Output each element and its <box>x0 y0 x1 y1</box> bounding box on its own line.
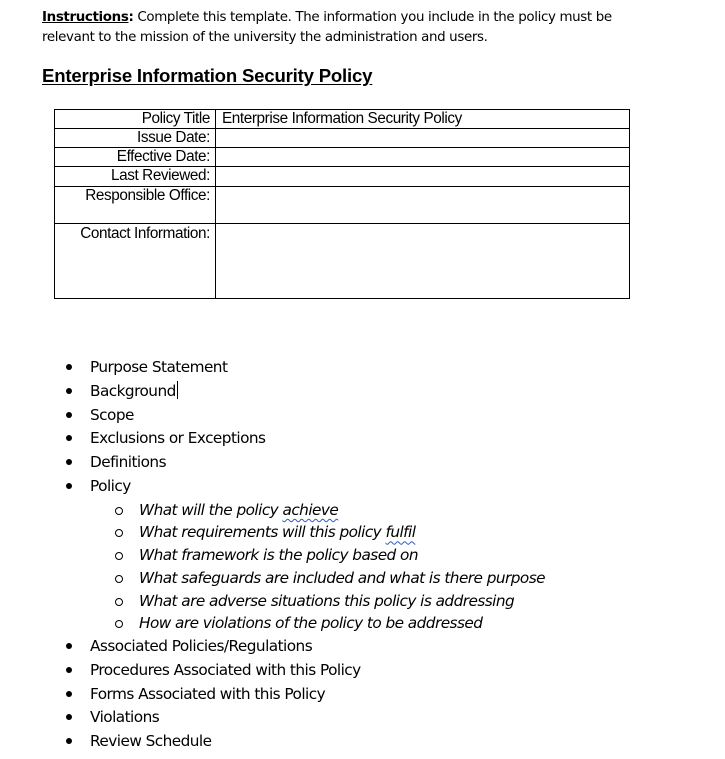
sub-item-text: What requirements will this policy <box>139 523 386 542</box>
instructions-label: Instructions <box>42 10 129 25</box>
last-reviewed-value[interactable] <box>216 167 630 187</box>
list-item-label: Procedures Associated with this Policy <box>90 660 361 679</box>
issue-date-value[interactable] <box>216 129 630 148</box>
list-item-label: Review Schedule <box>90 732 212 751</box>
bullet-icon <box>66 412 72 418</box>
list-item-label: Background <box>90 381 176 400</box>
list-item-label: Policy <box>90 476 131 495</box>
policy-outline-list <box>0 356 545 754</box>
list-item-background[interactable] <box>0 380 545 404</box>
table-row-policy-title <box>55 110 630 129</box>
effective-date-value[interactable] <box>216 148 630 167</box>
list-item-forms[interactable] <box>0 683 545 707</box>
table-row-last-reviewed <box>55 167 630 187</box>
spelling-flagged-word[interactable]: achieve <box>282 500 339 519</box>
bullet-icon <box>66 435 72 441</box>
bullet-icon <box>66 483 72 489</box>
sub-item-adverse-situations[interactable] <box>0 590 545 613</box>
table-row-issue-date <box>55 129 630 148</box>
hollow-bullet-icon <box>115 552 123 560</box>
bullet-icon <box>66 691 72 697</box>
hollow-bullet-icon <box>115 575 123 583</box>
list-item-label: Scope <box>90 405 134 424</box>
text-cursor <box>177 381 178 399</box>
list-item-policy[interactable] <box>0 475 545 499</box>
list-item-label: Exclusions or Exceptions <box>90 429 266 448</box>
list-item-label: Violations <box>90 708 160 727</box>
list-item-label: Purpose Statement <box>90 358 228 376</box>
instructions-text: Complete this template. The information you include in the policy must be relevant to the mission of the university the administration and users. <box>42 10 612 45</box>
instructions-colon: : <box>128 10 134 25</box>
list-item-label: Associated Policies/Regulations <box>90 636 313 655</box>
instructions-paragraph[interactable] <box>42 8 642 47</box>
responsible-office-label: Responsible Office: <box>55 187 216 224</box>
sub-item-text: What will the policy <box>139 500 283 519</box>
list-item-label: Definitions <box>90 453 166 472</box>
list-item-associated-policies[interactable] <box>0 635 545 659</box>
list-item-purpose-statement[interactable] <box>0 356 545 380</box>
policy-title-label: Policy Title <box>55 110 216 129</box>
list-item-label: Forms Associated with this Policy <box>90 684 326 703</box>
issue-date-label: Issue Date: <box>55 129 216 148</box>
bullet-icon <box>66 364 72 370</box>
sub-item-text: How are violations of the policy to be addressed <box>139 614 483 633</box>
hollow-bullet-icon <box>115 507 123 515</box>
hollow-bullet-icon <box>115 529 123 537</box>
sub-item-text: What safeguards are included and what is there purpose <box>139 568 546 587</box>
list-item-violations[interactable] <box>0 706 545 730</box>
sub-item-safeguards[interactable] <box>0 567 545 590</box>
table-row-responsible-office <box>55 187 630 224</box>
responsible-office-value[interactable] <box>216 187 630 224</box>
bullet-icon <box>66 643 72 649</box>
bullet-icon <box>66 714 72 720</box>
sub-item-policy-achieve[interactable] <box>0 499 545 522</box>
contact-information-label: Contact Information: <box>55 224 216 299</box>
hollow-bullet-icon <box>115 598 123 606</box>
contact-information-value[interactable] <box>216 224 630 299</box>
list-item-scope[interactable] <box>0 404 545 428</box>
effective-date-label: Effective Date: <box>55 148 216 167</box>
bullet-icon <box>66 388 72 394</box>
list-item-review-schedule[interactable] <box>0 730 545 754</box>
policy-title-value[interactable]: Enterprise Information Security Policy <box>216 110 630 129</box>
table-row-contact-information <box>55 224 630 299</box>
hollow-bullet-icon <box>115 620 123 628</box>
spelling-flagged-word[interactable]: fulfil <box>385 523 416 542</box>
sub-item-violations-addressed[interactable] <box>0 612 545 635</box>
bullet-icon <box>66 738 72 744</box>
sub-item-text: What framework is the policy based on <box>139 546 418 565</box>
list-item-procedures[interactable] <box>0 659 545 683</box>
document-title[interactable]: Enterprise Information Security Policy <box>42 65 373 86</box>
list-item-exclusions[interactable] <box>0 427 545 451</box>
sub-item-framework[interactable] <box>0 544 545 567</box>
policy-metadata-table <box>54 109 630 299</box>
sub-item-requirements[interactable] <box>0 521 545 544</box>
bullet-icon <box>66 459 72 465</box>
table-row-effective-date <box>55 148 630 167</box>
last-reviewed-label: Last Reviewed: <box>55 167 216 187</box>
bullet-icon <box>66 667 72 673</box>
sub-item-text: What are adverse situations this policy is addressing <box>139 591 515 610</box>
list-item-definitions[interactable] <box>0 451 545 475</box>
